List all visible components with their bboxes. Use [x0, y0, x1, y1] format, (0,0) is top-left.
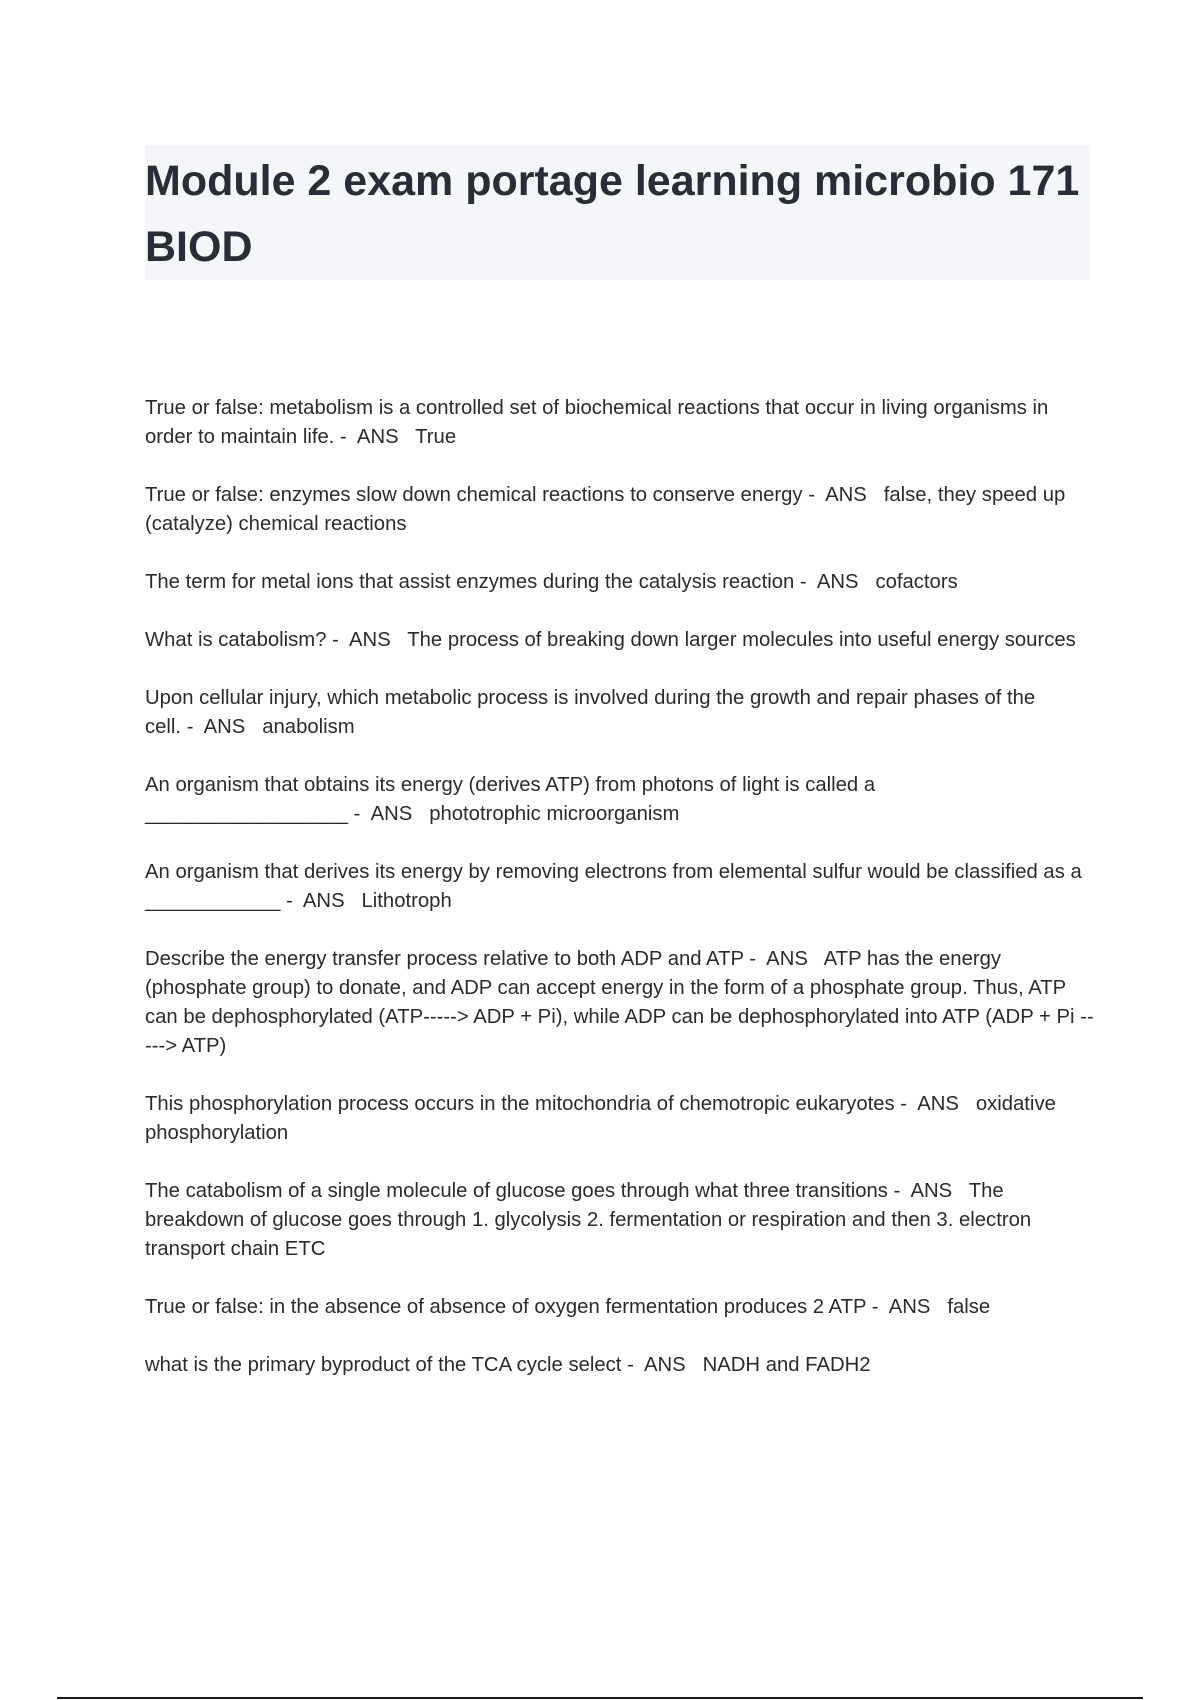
answer-text: True	[415, 426, 457, 448]
question-text: The catabolism of a single molecule of glucose goes through what three transitions	[145, 1180, 888, 1202]
qa-item	[145, 1351, 1095, 1380]
question-text: An organism that obtains its energy (derives ATP) from photons of light is called a __________________	[145, 774, 881, 825]
qa-item	[145, 1090, 1095, 1148]
answer-separator: - ANS	[794, 571, 876, 593]
answer-text: oxidative phosphorylation	[145, 1093, 1062, 1144]
title-banner	[145, 145, 1090, 280]
qa-item	[145, 394, 1095, 452]
question-text: What is catabolism?	[145, 629, 327, 651]
footer-divider	[57, 1697, 1143, 1699]
answer-text: cofactors	[875, 571, 958, 593]
answer-separator: - ANS	[348, 803, 430, 825]
question-text: what is the primary byproduct of the TCA cycle select	[145, 1354, 622, 1376]
answer-separator: - ANS	[866, 1296, 948, 1318]
answer-separator: - ANS	[621, 1354, 703, 1376]
question-text: True or false: metabolism is a controlled set of biochemical reactions that occur in living organisms in order to maintain life.	[145, 397, 1054, 448]
question-answer-list	[145, 394, 1095, 1409]
answer-text: Lithotroph	[361, 890, 452, 912]
answer-separator: - ANS	[181, 716, 263, 738]
answer-separator: - ANS	[280, 890, 362, 912]
qa-item	[145, 945, 1095, 1061]
qa-item	[145, 568, 1095, 597]
answer-text: The breakdown of glucose goes through 1. glycolysis 2. fermentation or respiration and then 3. electron transport chain ETC	[145, 1180, 1037, 1260]
answer-separator: - ANS	[334, 426, 416, 448]
question-text: Describe the energy transfer process relative to both ADP and ATP	[145, 948, 744, 970]
answer-text: false	[947, 1296, 991, 1318]
question-text: The term for metal ions that assist enzymes during the catalysis reaction	[145, 571, 795, 593]
answer-separator: - ANS	[802, 484, 884, 506]
qa-item	[145, 771, 1095, 829]
qa-item	[145, 858, 1095, 916]
question-text: True or false: enzymes slow down chemical reactions to conserve energy	[145, 484, 803, 506]
answer-text: NADH and FADH2	[702, 1354, 871, 1376]
answer-text: anabolism	[262, 716, 355, 738]
answer-text: ATP has the energy (phosphate group) to donate, and ADP can accept energy in the form of a phosphate group. Thus, ATP can be dephosphorylated (ATP-----> ADP + Pi), while ADP can be dephosphorylated into ATP (ADP + Pi -----> ATP)	[145, 948, 1094, 1057]
answer-separator: - ANS	[326, 629, 408, 651]
page-title: Module 2 exam portage learning microbio 171 BIOD	[145, 157, 1080, 271]
answer-separator: - ANS	[743, 948, 824, 970]
qa-item	[145, 1177, 1095, 1264]
answer-text: false, they speed up (catalyze) chemical reactions	[145, 484, 1071, 535]
answer-separator: - ANS	[887, 1180, 969, 1202]
qa-item	[145, 481, 1095, 539]
qa-item	[145, 684, 1095, 742]
qa-item	[145, 1293, 1095, 1322]
question-text: This phosphorylation process occurs in the mitochondria of chemotropic eukaryotes	[145, 1093, 895, 1115]
answer-text: The process of breaking down larger molecules into useful energy sources	[407, 629, 1076, 651]
answer-separator: - ANS	[894, 1093, 976, 1115]
answer-text: phototrophic microorganism	[429, 803, 680, 825]
qa-item	[145, 626, 1095, 655]
question-text: An organism that derives its energy by removing electrons from elemental sulfur would be classified as a ____________	[145, 861, 1088, 912]
question-text: True or false: in the absence of absence of oxygen fermentation produces 2 ATP	[145, 1296, 867, 1318]
question-text: Upon cellular injury, which metabolic process is involved during the growth and repair phases of the cell.	[145, 687, 1041, 738]
